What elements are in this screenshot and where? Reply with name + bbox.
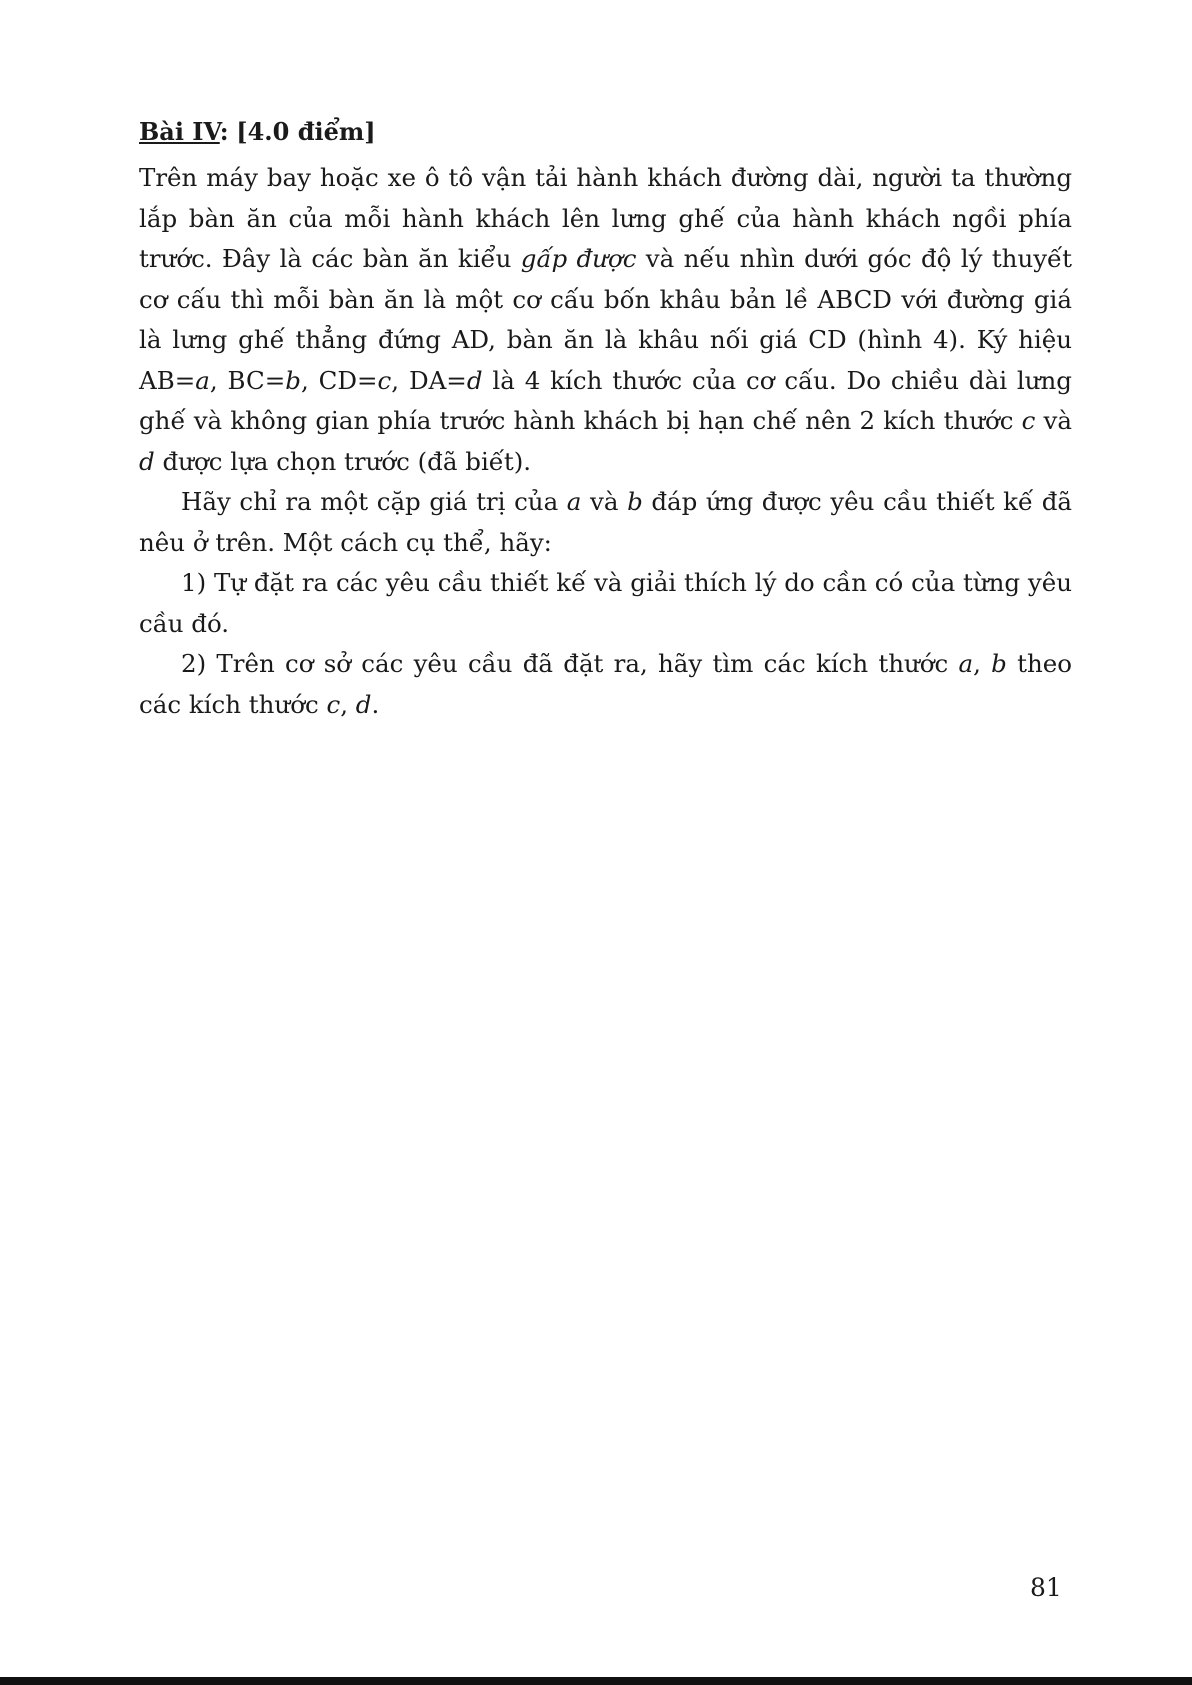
text-run: Hãy chỉ ra một cặp giá trị của bbox=[181, 487, 567, 516]
task-item-2 bbox=[139, 644, 1072, 725]
text-run: được lựa chọn trước (đã biết). bbox=[154, 446, 532, 476]
problem-label: Bài IV bbox=[139, 117, 220, 146]
page-number: 81 bbox=[1030, 1573, 1062, 1602]
variable-b: b bbox=[991, 649, 1007, 678]
text-run: đáp ứng được yêu cầu thiết kế đã nêu ở trên. Một cách cụ thể, hãy: bbox=[139, 487, 1072, 557]
text-run: , bbox=[340, 689, 356, 719]
problem-separator: : bbox=[219, 117, 229, 146]
text-run: là 4 kích thước của cơ cấu. Do chiều dài lưng ghế và không gian phía trước hành khách bị hạn chế nên 2 kích thước bbox=[139, 365, 1072, 435]
problem-statement-paragraph bbox=[139, 158, 1072, 482]
text-run: Trên máy bay hoặc xe ô tô vận tải hành khách đường dài, người ta thường lắp bàn ăn của mỗi hành khách lên lưng ghế của hành khách ngồi phía trước. Đây là các bàn ăn kiểu bbox=[139, 163, 1072, 273]
variable-a: a bbox=[958, 649, 974, 678]
variable-c: c bbox=[326, 689, 341, 719]
variable-a: a bbox=[566, 487, 582, 516]
document-page bbox=[139, 112, 1072, 725]
text-run: , BC= bbox=[209, 365, 286, 395]
text-run: và bbox=[581, 487, 628, 516]
text-run: . bbox=[371, 689, 380, 719]
task-item-1 bbox=[139, 563, 1072, 644]
emphasis-folding: gấp được bbox=[520, 244, 637, 273]
task-paragraph bbox=[139, 482, 1072, 563]
variable-b: b bbox=[627, 487, 643, 516]
variable-d: d bbox=[466, 365, 483, 395]
problem-heading bbox=[139, 112, 1072, 152]
variable-d: d bbox=[355, 689, 372, 719]
variable-c: c bbox=[377, 365, 392, 395]
variable-a: a bbox=[195, 365, 210, 395]
variable-d: d bbox=[139, 446, 155, 476]
text-run: 1) Tự đặt ra các yêu cầu thiết kế và giải thích lý do cần có của từng yêu cầu đó. bbox=[139, 568, 1072, 638]
variable-c: c bbox=[1021, 406, 1036, 435]
text-run: và bbox=[1035, 406, 1072, 435]
text-run: 2) Trên cơ sở các yêu cầu đã đặt ra, hãy tìm các kích thước bbox=[181, 649, 959, 678]
bottom-edge-divider bbox=[0, 1677, 1192, 1685]
variable-b: b bbox=[285, 365, 301, 395]
problem-points: [4.0 điểm] bbox=[236, 117, 376, 146]
text-run: và nếu nhìn dưới góc độ lý thuyết cơ cấu thì mỗi bàn ăn là một cơ cấu bốn khâu bản lề ABCD với đường giá là lưng ghế thẳng đứng AD, bàn ăn là khâu nối giá CD (hình 4). Ký hiệu AB= bbox=[139, 244, 1072, 395]
text-run: , bbox=[973, 649, 992, 678]
text-run: , CD= bbox=[300, 365, 378, 395]
text-run: , DA= bbox=[391, 365, 467, 395]
text-run: theo các kích thước bbox=[139, 649, 1072, 719]
